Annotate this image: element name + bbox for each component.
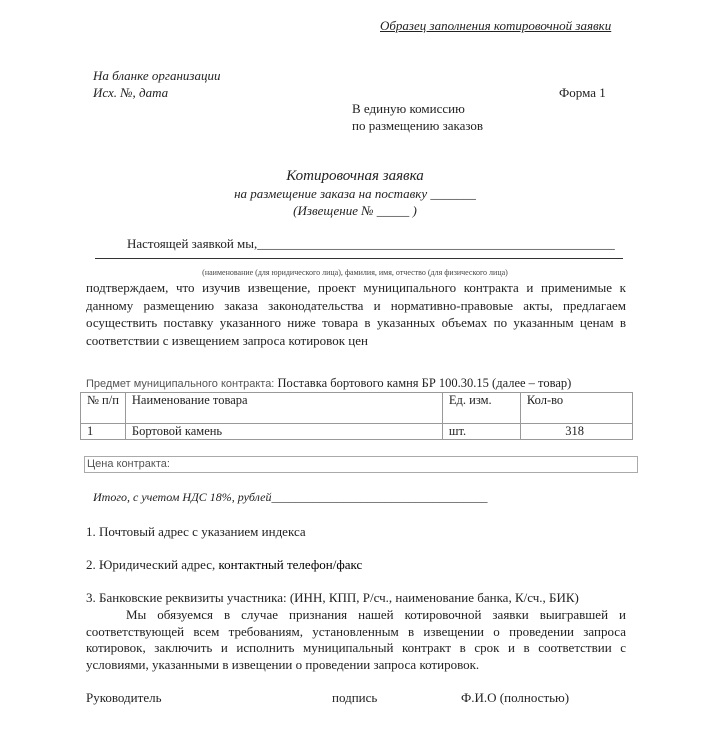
document-subtitle: на размещение заказа на поставку _______ xyxy=(234,186,476,201)
outgoing-number: Исх. №, дата xyxy=(93,85,169,100)
legal-address-label: 2. Юридический адрес, xyxy=(86,557,216,572)
applicant-underline xyxy=(95,258,623,259)
signature-name: Ф.И.О (полностью) xyxy=(461,690,570,705)
recipient-line2: по размещению заказов xyxy=(352,118,484,133)
obligation-paragraph: Мы обязуемся в случае признания нашей котировочной заявки выигравшей и соответствующей всем требованиям, установленным в извещении о проведении запроса котировок, заключить и исполнить муниципальный контракт в срок и в соответствии с условиями, указанными в извещении о проведении запроса котировок. xyxy=(86,607,626,672)
total-with-vat: Итого, с учетом НДС 18%, рублей____________________________________ xyxy=(93,490,488,504)
postal-address: 1. Почтовый адрес с указанием индекса xyxy=(86,524,306,539)
goods-table xyxy=(80,392,633,440)
row-qty: 318 xyxy=(520,424,632,440)
notice-number: (Извещение № _____ ) xyxy=(293,203,417,218)
signature-sign: подпись xyxy=(332,690,378,705)
recipient-line1: В единую комиссию xyxy=(352,101,465,116)
applicant-caption: (наименование (для юридического лица), фамилия, имя, отчество (для физического лица) xyxy=(202,268,508,277)
subject-value: Поставка бортового камня БР 100.30.15 (далее – товар) xyxy=(277,376,572,390)
document-title: Котировочная заявка xyxy=(286,168,424,184)
subject-label: Предмет муниципального контракта: xyxy=(86,378,275,390)
row-num: 1 xyxy=(81,424,126,440)
header-num: № п/п xyxy=(81,393,126,424)
row-name: Бортовой камень xyxy=(125,424,442,440)
table-row xyxy=(81,424,633,440)
contract-price-field: Цена контракта: xyxy=(84,456,638,473)
confirmation-paragraph: подтверждаем, что изучив извещение, проект муниципального контракта и применимые к данному размещению заказа законодательства и нормативно-правовые акты, предлагаем осуществить поставку указанного ниже товара в указанных объемах по указанным ценам в соответствии с извещением запроса котировок цен xyxy=(86,280,626,348)
header-name: Наименование товара xyxy=(125,393,442,424)
header-unit: Ед. изм. xyxy=(442,393,520,424)
row-unit: шт. xyxy=(442,424,520,440)
signature-head: Руководитель xyxy=(86,690,162,705)
letterhead-note: На бланке организации xyxy=(93,68,221,83)
sample-title: Образец заполнения котировочной заявки xyxy=(380,18,612,33)
form-label: Форма 1 xyxy=(559,85,606,100)
table-header-row xyxy=(81,393,633,424)
bank-details: 3. Банковские реквизиты участника: (ИНН, КПП, Р/сч., наименование банка, К/сч., БИК) xyxy=(86,590,579,605)
applicant-line: Настоящей заявкой мы,_______________________________________________________ xyxy=(127,236,615,251)
contact-phone: контактный телефон/факс xyxy=(218,557,363,572)
header-qty: Кол-во xyxy=(520,393,632,424)
